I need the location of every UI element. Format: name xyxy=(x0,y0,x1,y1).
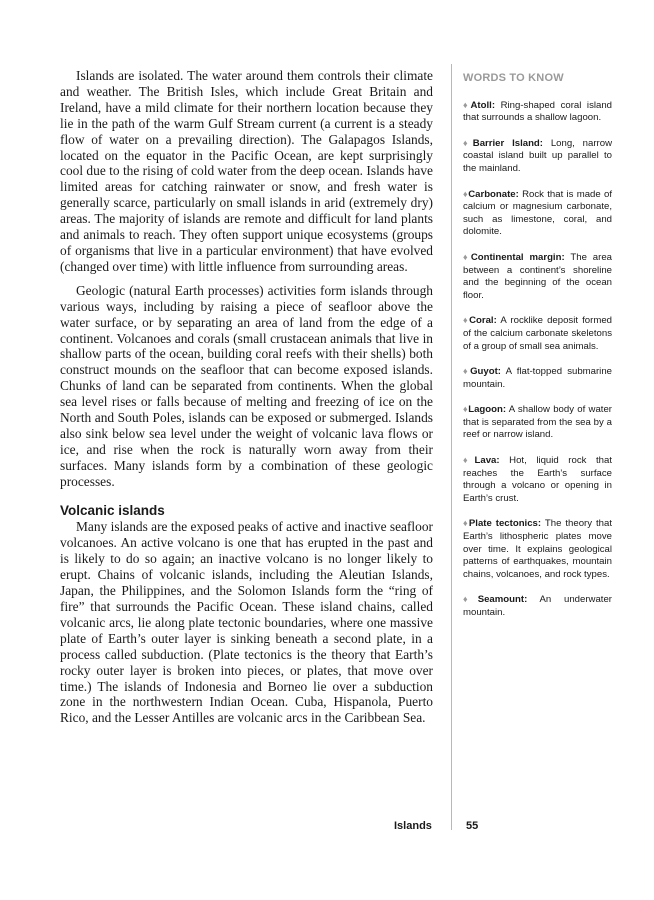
glossary-definition: Long, narrow coastal island built up parallel to the mainland. xyxy=(463,137,612,174)
glossary-entry xyxy=(463,251,612,302)
glossary-definition: A rocklike deposit formed of the calcium carbonate skeletons of a group of small sea animals. xyxy=(463,315,613,352)
glossary-definition: Ring-shaped coral island that surrounds a shallow lagoon. xyxy=(463,99,612,124)
glossary-term: Plate tectonics: xyxy=(468,518,542,530)
running-footer-title: Islands xyxy=(394,820,432,832)
bullet-icon: ♦ xyxy=(463,99,471,110)
glossary-term: Carbonate: xyxy=(468,188,519,200)
bullet-icon: ♦ xyxy=(463,366,471,377)
bullet-icon: ♦ xyxy=(463,518,469,529)
glossary-entry xyxy=(463,99,612,125)
glossary-entry xyxy=(463,403,612,442)
glossary-entry xyxy=(463,517,612,581)
glossary-entry xyxy=(463,593,612,619)
bullet-icon: ♦ xyxy=(463,455,475,466)
glossary-term: Lava: xyxy=(474,455,500,467)
section-heading: Volcanic islands xyxy=(60,502,165,518)
glossary-term: Atoll: xyxy=(470,99,496,111)
glossary-term: Lagoon: xyxy=(468,404,507,416)
glossary-definition: The area between a continent’s shoreline and the beginning of the ocean floor. xyxy=(463,251,613,301)
bullet-icon: ♦ xyxy=(463,251,471,262)
glossary-term: Coral: xyxy=(469,315,497,327)
glossary-definition: Rock that is made of calcium or magnesium carbonate, such as limestone, coral, and dolomite. xyxy=(463,188,613,238)
body-paragraph: Geologic (natural Earth processes) activities form islands through various ways, including by raising a piece of seafloor above the water surface, or by separating an area of land from the edge of a continent. Volcanoes and corals (small crustacean animals that live in shallow parts of the ocean, building coral reefs with their shells) both construct mounds on the seafloor that can become exposed islands. Chunks of land can be separated from continents. When the global sea level rises or falls because of melting and freezing of ice on the North and South Poles, islands can be exposed or submerged. Islands also sink below sea level under the weight of volcanic lava flows or ice, and rise when the rock is naturally worn away from their surfaces. Many islands form by a combination of these geologic processes. xyxy=(60,282,433,489)
bullet-icon: ♦ xyxy=(463,404,469,415)
bullet-icon: ♦ xyxy=(463,594,478,605)
page-number: 55 xyxy=(466,820,479,832)
sidebar-heading: WORDS TO KNOW xyxy=(463,72,564,84)
body-paragraph: Many islands are the exposed peaks of active and inactive seafloor volcanoes. An active volcano is one that has erupted in the past and is likely to do so again; an inactive volcano is no longer likely to erupt. Chains of volcanic islands, including the Aleutian Islands, Japan, the Philippines, and the Solomon Islands form the “ring of fire” that surrounds the Pacific Ocean. These island chains, called volcanic arcs, lie along plate tectonic boundaries, where one massive plate of Earth’s outer layer is sinking beneath a second plate, in a process called subduction. (Plate tectonics is the theory that Earth’s rocky outer layer is broken into pieces, or plates, that move over time.) The islands of Indonesia and Borneo lie over a subduction zone in the northwestern Indian Ocean. Cuba, Hispanola, Puerto Rico, and the Lesser Antilles are volcanic arcs in the Caribbean Sea. xyxy=(60,519,433,726)
main-text-column xyxy=(60,68,433,726)
body-paragraph: Islands are isolated. The water around them controls their climate and weather. The British Isles, which include Great Britain and Ireland, have a mild climate for their northern location because they lie in the path of the warm Gulf Stream current (a current is a steady flow of water on a prevailing direction). The Galapagos Islands, located on the equator in the Pacific Ocean, are kept surprisingly cool due to the rising of cold water from the deep ocean. Islands have limited areas for catching rainwater or snow, and fresh water is generally scarce, particularly on small islands in arid (extremely dry) areas. The majority of islands are remote and difficult for land plants and animals to reach. They often support unique ecosystems (groups of organisms that live in a particular environment) that have evolved (changed over time) with little influence from surrounding areas. xyxy=(60,68,433,274)
words-to-know-sidebar xyxy=(463,72,612,632)
glossary-term: Guyot: xyxy=(470,366,502,378)
glossary-entry xyxy=(463,188,612,239)
glossary-entry xyxy=(463,365,612,391)
glossary-definition: A shallow body of water that is separated from the sea by a reef or narrow island. xyxy=(463,404,613,441)
glossary-term: Seamount: xyxy=(477,594,528,606)
glossary-definition: Hot, liquid rock that reaches the Earth’s surface through a volcano or opening in Earth’s crust. xyxy=(463,455,613,504)
glossary-definition: An underwater mountain. xyxy=(463,594,612,618)
glossary-entry xyxy=(463,454,612,505)
glossary-entry xyxy=(463,314,612,353)
glossary-term: Barrier Island: xyxy=(472,137,543,149)
glossary-list xyxy=(463,99,612,620)
glossary-entry xyxy=(463,137,612,176)
glossary-definition: The theory that Earth’s lithospheric plates move over time. It explains geological patterns of earthquakes, mountain chains, volcanoes, and rock types. xyxy=(463,518,613,580)
glossary-term: Continental margin: xyxy=(470,251,565,263)
glossary-definition: A flat-topped submarine mountain. xyxy=(463,366,612,390)
bullet-icon: ♦ xyxy=(463,315,470,326)
bullet-icon: ♦ xyxy=(463,137,473,148)
bullet-icon: ♦ xyxy=(463,188,469,199)
column-divider xyxy=(451,64,452,830)
